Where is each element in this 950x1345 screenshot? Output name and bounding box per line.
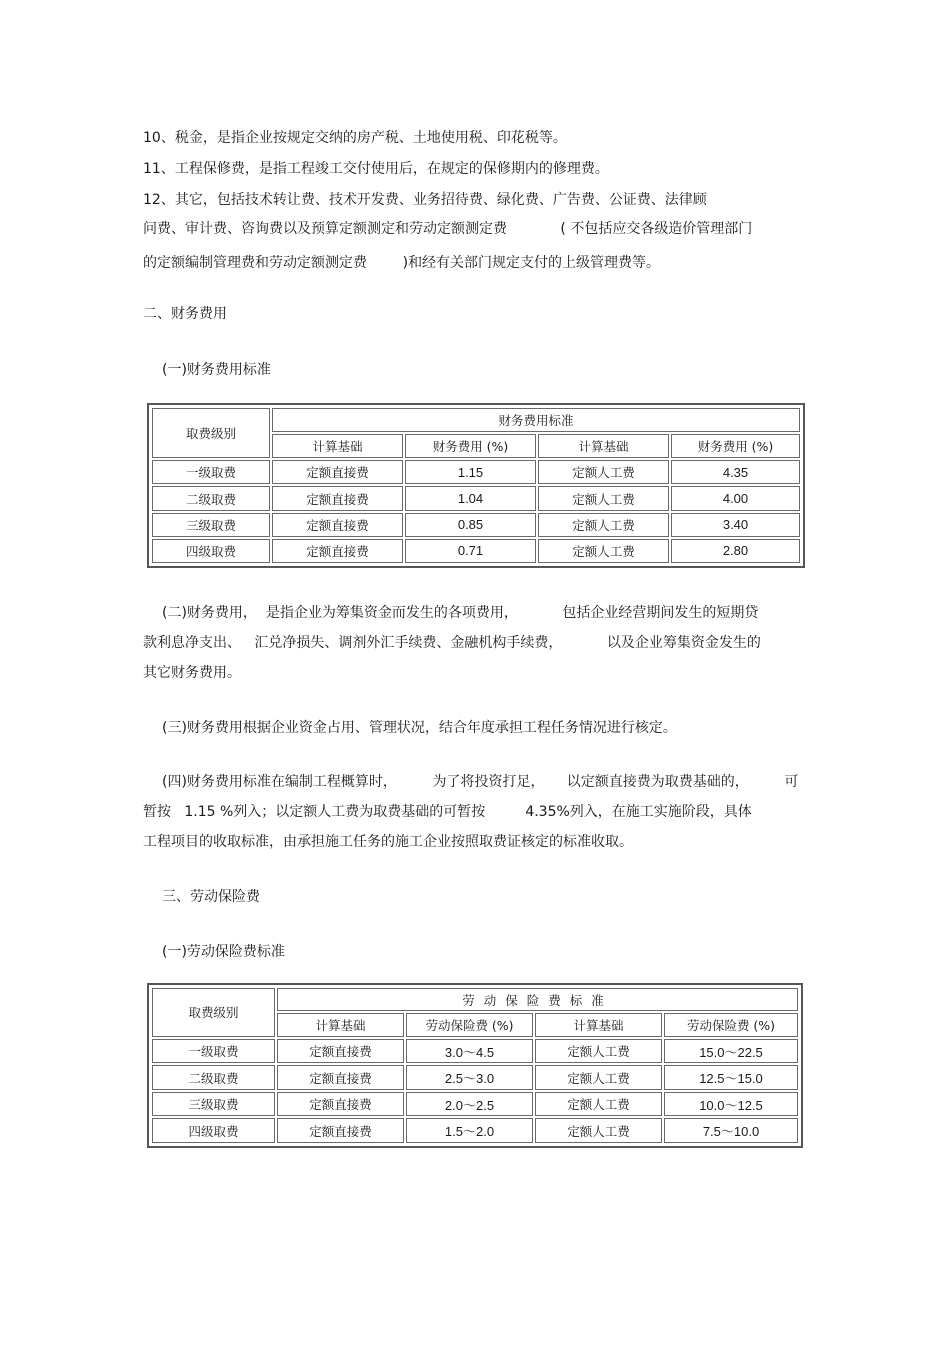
paragraph-other-2: 问费、审计费、咨询费以及预算定额测定和劳动定额测定费 ( 不包括应交各级造价管理部门 (143, 221, 753, 237)
row-header-level: 取费级别 (152, 408, 270, 458)
table-row (152, 486, 800, 510)
group-header: 财务费用标准 (272, 408, 800, 432)
column-header: 劳动保险费 (%) (406, 1013, 533, 1036)
row-header-level: 取费级别 (152, 988, 275, 1037)
group-header: 劳动保险费标准 (277, 988, 798, 1011)
labor-insurance-table (147, 983, 803, 1148)
base-cell: 定额直接费 (272, 539, 403, 563)
paragraph-finance-std-2: 暂按 1.15 %列入；以定额人工费为取费基础的可暂按 4.35%列入，在施工实施阶段，具体 (143, 804, 752, 820)
rate-cell: 12.5～15.0 (664, 1065, 798, 1090)
rate-cell: 3.0～4.5 (406, 1039, 533, 1064)
table-row (152, 1065, 798, 1090)
column-header: 计算基础 (538, 434, 669, 458)
finance-fee-table (147, 403, 805, 568)
rate-cell: 4.00 (671, 486, 800, 510)
subheading-labor-insurance-standard: (一)劳动保险费标准 (162, 944, 285, 960)
rate-cell: 7.5～10.0 (664, 1118, 798, 1143)
base-cell: 定额人工费 (535, 1039, 662, 1064)
table-row (152, 460, 800, 484)
paragraph-finance-def-1: (二)财务费用， 是指企业为筹集资金而发生的各项费用， 包括企业经营期间发生的短期贷 (162, 605, 759, 621)
paragraph-finance-std-1: (四)财务费用标准在编制工程概算时， 为了将投资打足， 以定额直接费为取费基础的， 可 (162, 774, 799, 790)
table-row (152, 513, 800, 537)
column-header: 计算基础 (535, 1013, 662, 1036)
paragraph-other-1: 12、其它，包括技术转让费、技术开发费、业务招待费、绿化费、广告费、公证费、法律顾 (143, 192, 707, 208)
base-cell: 定额直接费 (277, 1039, 404, 1064)
table-row (152, 539, 800, 563)
rate-cell: 1.04 (405, 486, 536, 510)
paragraph-finance-std-3: 工程项目的收取标准，由承担施工任务的施工企业按照取费证核定的标准收取。 (143, 834, 633, 850)
level-cell: 一级取费 (152, 1039, 275, 1064)
base-cell: 定额人工费 (538, 539, 669, 563)
rate-cell: 2.5～3.0 (406, 1065, 533, 1090)
level-cell: 二级取费 (152, 486, 270, 510)
table-row (152, 1039, 798, 1064)
rate-cell: 10.0～12.5 (664, 1092, 798, 1117)
column-header: 财务费用 (%) (405, 434, 536, 458)
rate-cell: 0.71 (405, 539, 536, 563)
level-cell: 四级取费 (152, 539, 270, 563)
paragraph-tax: 10、税金，是指企业按规定交纳的房产税、土地使用税、印花税等。 (143, 130, 567, 146)
level-cell: 一级取费 (152, 460, 270, 484)
base-cell: 定额人工费 (535, 1118, 662, 1143)
section-heading-labor-insurance: 三、劳动保险费 (162, 889, 260, 905)
base-cell: 定额人工费 (538, 460, 669, 484)
subheading-finance-standard: (一)财务费用标准 (162, 362, 271, 378)
rate-cell: 1.5～2.0 (406, 1118, 533, 1143)
rate-cell: 0.85 (405, 513, 536, 537)
base-cell: 定额直接费 (277, 1065, 404, 1090)
rate-cell: 2.0～2.5 (406, 1092, 533, 1117)
base-cell: 定额直接费 (277, 1092, 404, 1117)
level-cell: 二级取费 (152, 1065, 275, 1090)
paragraph-finance-def-2: 款利息净支出、 汇兑净损失、调剂外汇手续费、金融机构手续费， 以及企业筹集资金发生的 (143, 635, 761, 651)
base-cell: 定额直接费 (272, 486, 403, 510)
column-header: 财务费用 (%) (671, 434, 800, 458)
level-cell: 三级取费 (152, 1092, 275, 1117)
column-header: 计算基础 (272, 434, 403, 458)
base-cell: 定额人工费 (538, 486, 669, 510)
base-cell: 定额直接费 (272, 513, 403, 537)
level-cell: 三级取费 (152, 513, 270, 537)
table-row (152, 1092, 798, 1117)
paragraph-finance-def-3: 其它财务费用。 (143, 665, 241, 681)
table-row (152, 1118, 798, 1143)
rate-cell: 4.35 (671, 460, 800, 484)
paragraph-finance-check: (三)财务费用根据企业资金占用、管理状况，结合年度承担工程任务情况进行核定。 (162, 720, 677, 736)
column-header: 计算基础 (277, 1013, 404, 1036)
paragraph-other-3: 的定额编制管理费和劳动定额测定费 )和经有关部门规定支付的上级管理费等。 (143, 255, 661, 271)
base-cell: 定额人工费 (535, 1092, 662, 1117)
rate-cell: 15.0～22.5 (664, 1039, 798, 1064)
rate-cell: 3.40 (671, 513, 800, 537)
base-cell: 定额人工费 (538, 513, 669, 537)
rate-cell: 2.80 (671, 539, 800, 563)
base-cell: 定额人工费 (535, 1065, 662, 1090)
rate-cell: 1.15 (405, 460, 536, 484)
base-cell: 定额直接费 (272, 460, 403, 484)
level-cell: 四级取费 (152, 1118, 275, 1143)
column-header: 劳动保险费 (%) (664, 1013, 798, 1036)
paragraph-warranty: 11、工程保修费，是指工程竣工交付使用后，在规定的保修期内的修理费。 (143, 161, 609, 177)
base-cell: 定额直接费 (277, 1118, 404, 1143)
section-heading-finance: 二、财务费用 (143, 306, 227, 322)
